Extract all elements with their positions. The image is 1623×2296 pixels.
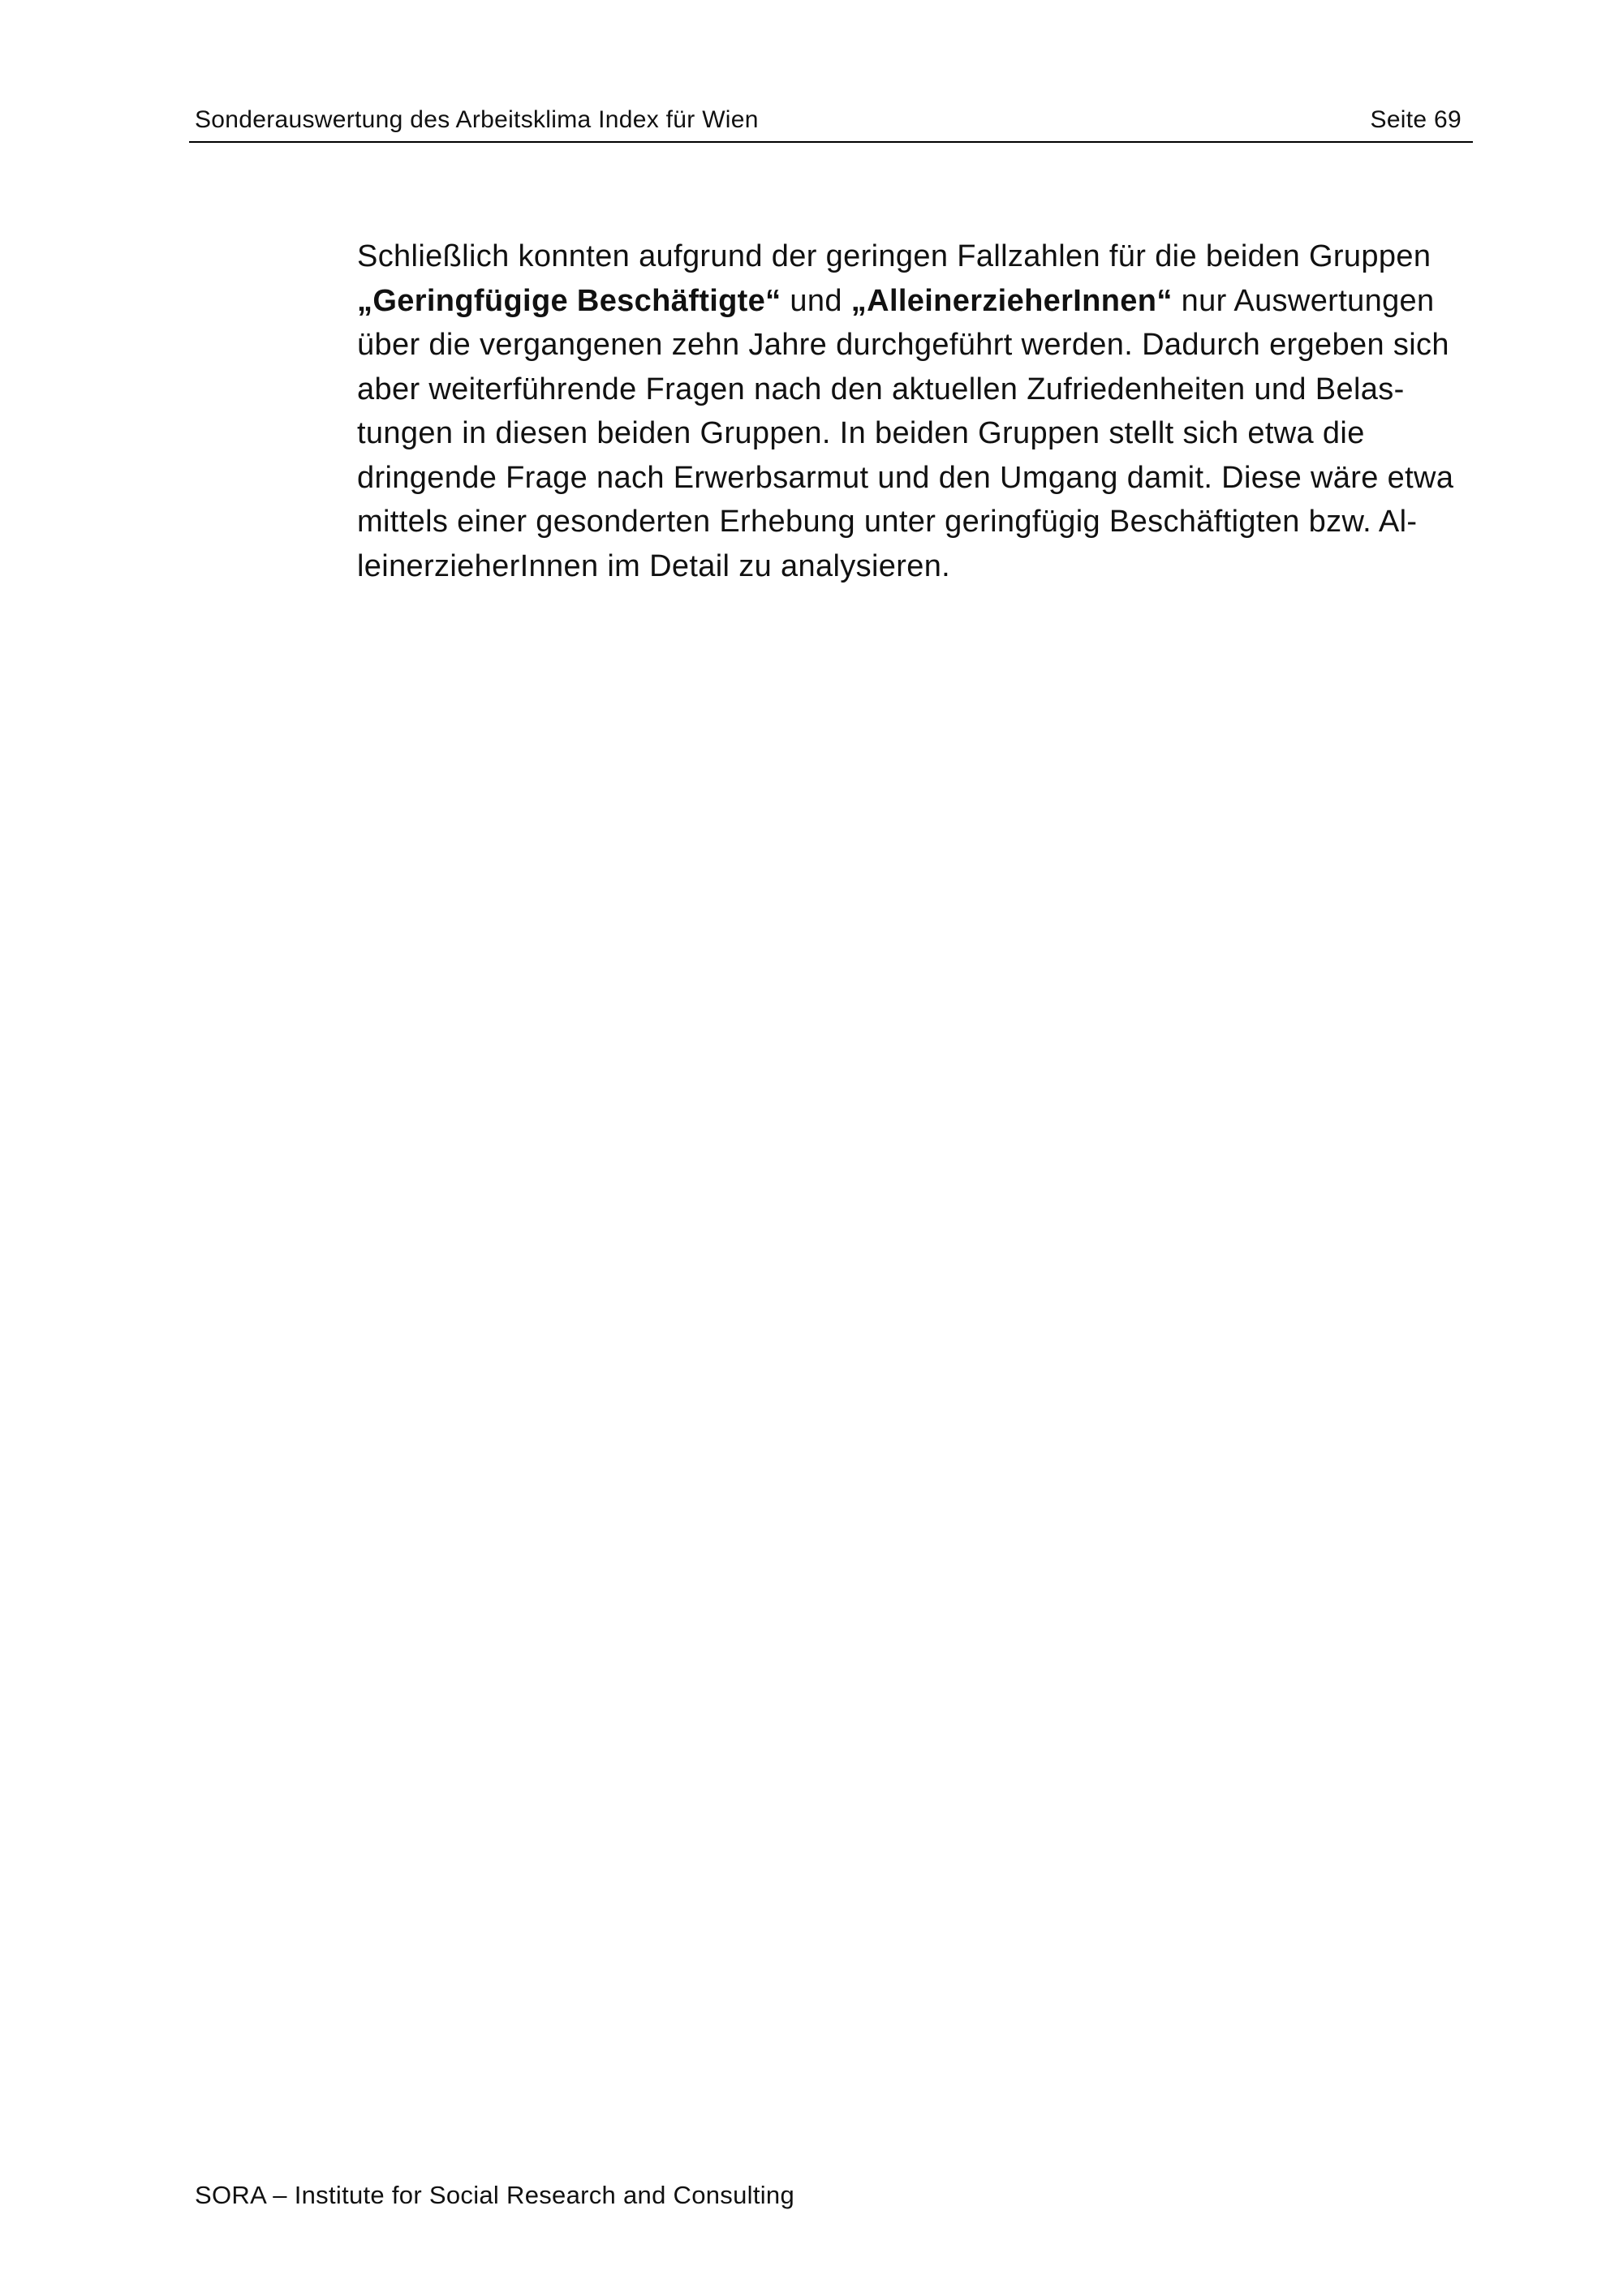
page-footer: SORA – Institute for Social Research and Consulting bbox=[195, 2181, 795, 2209]
text-line bbox=[357, 279, 1509, 324]
text-line bbox=[357, 544, 1509, 589]
text-run: leinerzieherInnen im Detail zu analysieren. bbox=[357, 548, 951, 583]
text-line bbox=[357, 500, 1509, 544]
bold-term-geringfuegige: „Geringfügige Beschäftigte“ bbox=[357, 283, 781, 318]
text-line bbox=[357, 411, 1509, 456]
document-title: Sonderauswertung des Arbeitsklima Index für Wien bbox=[195, 106, 759, 133]
bold-term-alleinerzieher: „AlleinerzieherInnen“ bbox=[850, 283, 1173, 318]
text-run: über die vergangenen zehn Jahre durchgeführt werden. Dadurch ergeben sich bbox=[357, 328, 1449, 362]
text-run: tungen in diesen beiden Gruppen. In beiden Gruppen stellt sich etwa die bbox=[357, 416, 1365, 450]
text-run: mittels einer gesonderten Erhebung unter geringfügig Beschäftigten bzw. Al- bbox=[357, 505, 1418, 539]
text-run: aber weiterführende Fragen nach den aktuellen Zufriedenheiten und Belas- bbox=[357, 372, 1405, 406]
text-line bbox=[357, 234, 1509, 279]
text-run: und bbox=[781, 283, 851, 318]
body-paragraph bbox=[357, 234, 1509, 588]
text-line bbox=[357, 456, 1509, 501]
text-line bbox=[357, 368, 1509, 412]
text-run: Schließlich konnten aufgrund der geringen Fallzahlen für die beiden Gruppen bbox=[357, 239, 1431, 273]
text-run: nur Auswertungen bbox=[1172, 283, 1435, 318]
text-line bbox=[357, 323, 1509, 368]
page-header bbox=[189, 101, 1473, 143]
text-run: dringende Frage nach Erwerbsarmut und den Umgang damit. Diese wäre etwa bbox=[357, 460, 1454, 495]
page-number: Seite 69 bbox=[1370, 106, 1462, 133]
